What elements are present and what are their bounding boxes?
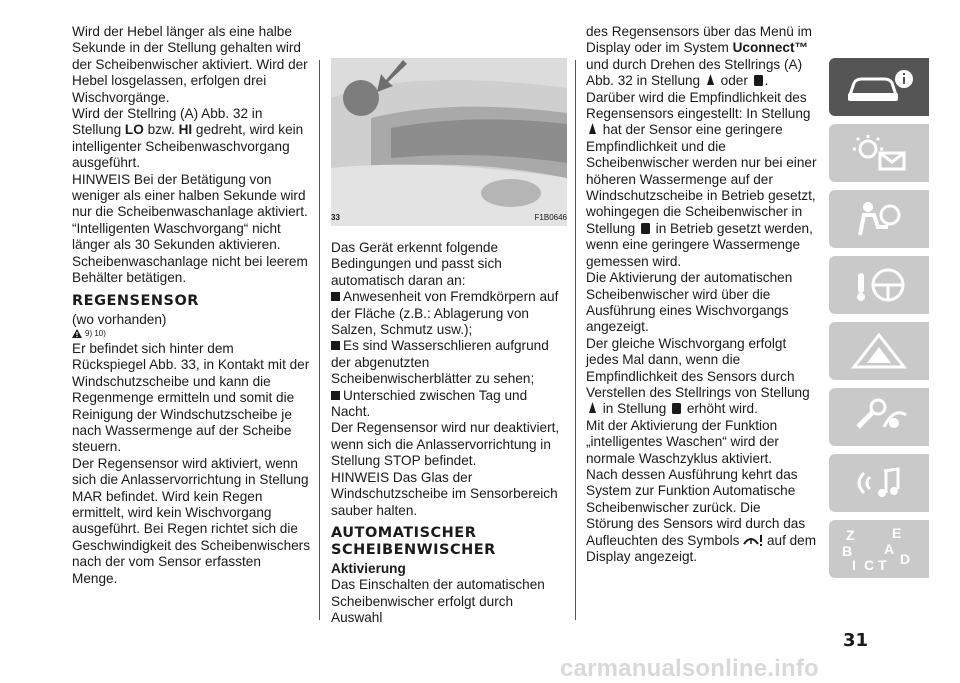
page-number: 31	[843, 630, 869, 651]
text: und durch Drehen des Stellrings (A) Abb. 32 in Stellung	[586, 56, 803, 89]
paragraph: Nach dessen Ausführung kehrt das System zur Funktion Automatische Scheibenwischer zurück. Die	[586, 466, 798, 515]
paragraph	[586, 24, 818, 90]
index-letter: A	[884, 541, 895, 557]
chapter-tabs	[829, 58, 929, 586]
paragraph: Das Einschalten der automatischen Scheibenwischer erfolgt durch Auswahl	[331, 577, 545, 626]
rain-sensor-fault-icon	[743, 534, 763, 547]
text: Wird der Stellring (A) Abb. 32 in Stellung	[72, 106, 263, 138]
index-letter: C	[864, 557, 875, 573]
text: hat der Sensor eine geringere Empfindlichkeit und die Scheibenwischer werden nur bei einer höheren Wassermenge auf der Windschutzscheibe in Betrieb gesetzt, wohingegen die Scheibenwischer in Stellung	[586, 122, 817, 236]
paragraph: Wird der Hebel länger als eine halbe Sekunde in der Stellung gehalten wird der Scheibenwischer aktiviert. Wird der Hebel losgelassen, erfolgen drei Wischvorgänge.	[72, 24, 308, 105]
figure-number: 33	[331, 213, 340, 222]
tab-emergency[interactable]	[829, 322, 929, 380]
text: oder	[716, 73, 752, 89]
notes-numbers: 9) 10)	[85, 328, 106, 338]
paragraph: Der Regensensor wird nur deaktiviert, wenn sich die Anlasservorrichtung in Stellung STOP befindet.	[331, 420, 560, 469]
bullet-icon	[331, 391, 340, 400]
figure-caption	[331, 213, 567, 222]
subheading: (wo vorhanden)	[72, 311, 167, 327]
tab-index[interactable]	[829, 520, 929, 578]
paragraph	[586, 90, 818, 270]
text: Störung des Sensors wird durch das Aufleuchten des Symbols	[586, 516, 806, 548]
brand-name: Uconnect™	[732, 40, 809, 56]
notes-reference	[72, 329, 310, 339]
index-letter: Z	[846, 527, 855, 543]
index-letter: E	[892, 525, 902, 541]
high-sensitivity-icon	[754, 74, 763, 87]
car-windshield-illustration	[331, 58, 567, 226]
low-sensitivity-icon	[588, 402, 597, 415]
text: gedreht, wird kein intelligenter Scheibenwaschvorgang ausgeführt.	[72, 122, 304, 171]
bullet-icon	[331, 341, 340, 350]
tab-multimedia[interactable]	[829, 454, 929, 512]
column-3	[586, 24, 818, 565]
tab-safety[interactable]	[829, 190, 929, 248]
text: erhöht wird.	[683, 401, 758, 417]
bullet-item	[331, 388, 567, 421]
text: .	[764, 73, 769, 89]
watermark[interactable]: carmanualsonline.info	[560, 655, 819, 682]
column-1	[72, 24, 310, 587]
subheading-activation: Aktivierung	[331, 560, 406, 576]
low-sensitivity-icon	[588, 123, 597, 136]
index-icon	[834, 524, 924, 574]
paragraph: Er befindet sich hinter dem Rückspiegel Abb. 33, in Kontakt mit der Windschutzscheibe und kann die Regenmenge ermitteln und somit die Reinigung der Windschutzscheibe je nach Wassermenge auf der Scheibe steuern.	[72, 340, 310, 455]
tab-starting-driving[interactable]	[829, 256, 929, 314]
index-letter: B	[842, 543, 853, 559]
column-divider	[319, 60, 320, 620]
paragraph: Der Regensensor wird aktiviert, wenn sich die Anlasservorrichtung in Stellung MAR befindet. Wird kein Regen ermittelt, wird kein Wischvorgang ausgeführt. Bei Regen richtet sich die Geschwindigkeit des Scheibenwischers nach der vom Sensor erfassten Menge.	[72, 455, 311, 586]
figure-code: F1B0646	[534, 213, 567, 222]
paragraph	[72, 106, 310, 172]
high-sensitivity-icon	[641, 222, 650, 235]
text: des Regensensors über das Menü im Display oder im System	[586, 24, 812, 56]
bullet-text: Unterschied zwischen Tag und Nacht.	[331, 387, 528, 420]
index-letter: I	[852, 557, 856, 573]
text: auf dem Display angezeigt.	[586, 532, 817, 564]
index-letter: D	[900, 551, 911, 567]
bullet-text: Es sind Wasserschlieren aufgrund der abgenutzten Scheibenwischerblätter zu sehen;	[331, 338, 549, 387]
note-paragraph: HINWEIS Das Glas der Windschutzscheibe im Sensorbereich sauber halten.	[331, 469, 558, 518]
multimedia-icon	[844, 463, 914, 503]
paragraph	[586, 516, 818, 565]
paragraph	[586, 336, 818, 418]
text: in Betrieb gesetzt werden, wenn eine geringere Wassermenge gemessen wird.	[586, 220, 813, 269]
tab-warning-lights[interactable]	[829, 124, 929, 182]
hi-label: HI	[178, 122, 193, 138]
high-sensitivity-icon	[672, 402, 681, 415]
index-letter: T	[878, 557, 887, 573]
bullet-text: Anwesenheit von Fremdkörpern auf der Fläche (z.B.: Ablagerung von Salzen, Schmutz usw.);	[331, 289, 559, 338]
section-heading-regensensor: REGENSENSOR	[72, 292, 199, 309]
note-paragraph: HINWEIS Bei der Betätigung von weniger als einer halben Sekunde wird nur die Scheibenwaschanlage aktiviert. “Intelligenten Waschvorgang“ nicht länger als 30 Sekunden aktivieren. Scheibenwaschanlage nicht bei leerem Behälter betätigen.	[72, 171, 308, 286]
warning-triangle-icon	[72, 329, 82, 338]
emergency-triangle-icon	[844, 331, 914, 371]
text: in Stellung	[599, 401, 671, 417]
text: Der gleiche Wischvorgang erfolgt jedes Mal dann, wenn die Empfindlichkeit des Sensors durch Verstellen des Stellrings von Stellung	[586, 335, 810, 400]
safety-airbag-icon	[844, 199, 914, 239]
maintenance-wrench-icon	[844, 397, 914, 437]
bullet-icon	[331, 292, 340, 301]
car-info-icon	[844, 67, 914, 107]
low-sensitivity-icon	[706, 74, 715, 87]
text: Darüber wird die Empfindlichkeit des Regensensors eingestellt: In Stellung	[586, 89, 811, 122]
tab-car-info[interactable]	[829, 58, 929, 116]
section-heading-automatic-wiper: AUTOMATISCHER SCHEIBENWISCHER	[331, 524, 496, 558]
bullet-item	[331, 289, 567, 338]
warning-lights-icon	[844, 133, 914, 173]
column-divider	[575, 60, 576, 620]
text: bzw.	[143, 122, 179, 138]
paragraph: Mit der Aktivierung der Funktion „intelligentes Waschen“ wird der normale Waschzyklus aktiviert.	[586, 417, 779, 466]
column-2	[331, 240, 567, 627]
steering-wheel-icon	[844, 265, 914, 305]
lo-label: LO	[124, 122, 144, 138]
tab-maintenance[interactable]	[829, 388, 929, 446]
paragraph: Das Gerät erkennt folgende Bedingungen und passt sich automatisch daran an:	[331, 240, 502, 288]
paragraph: Die Aktivierung der automatischen Scheibenwischer wird über die Ausführung eines Wischvorgangs angezeigt.	[586, 270, 793, 335]
figure-33-rain-sensor-image	[331, 58, 567, 226]
bullet-item	[331, 338, 567, 387]
